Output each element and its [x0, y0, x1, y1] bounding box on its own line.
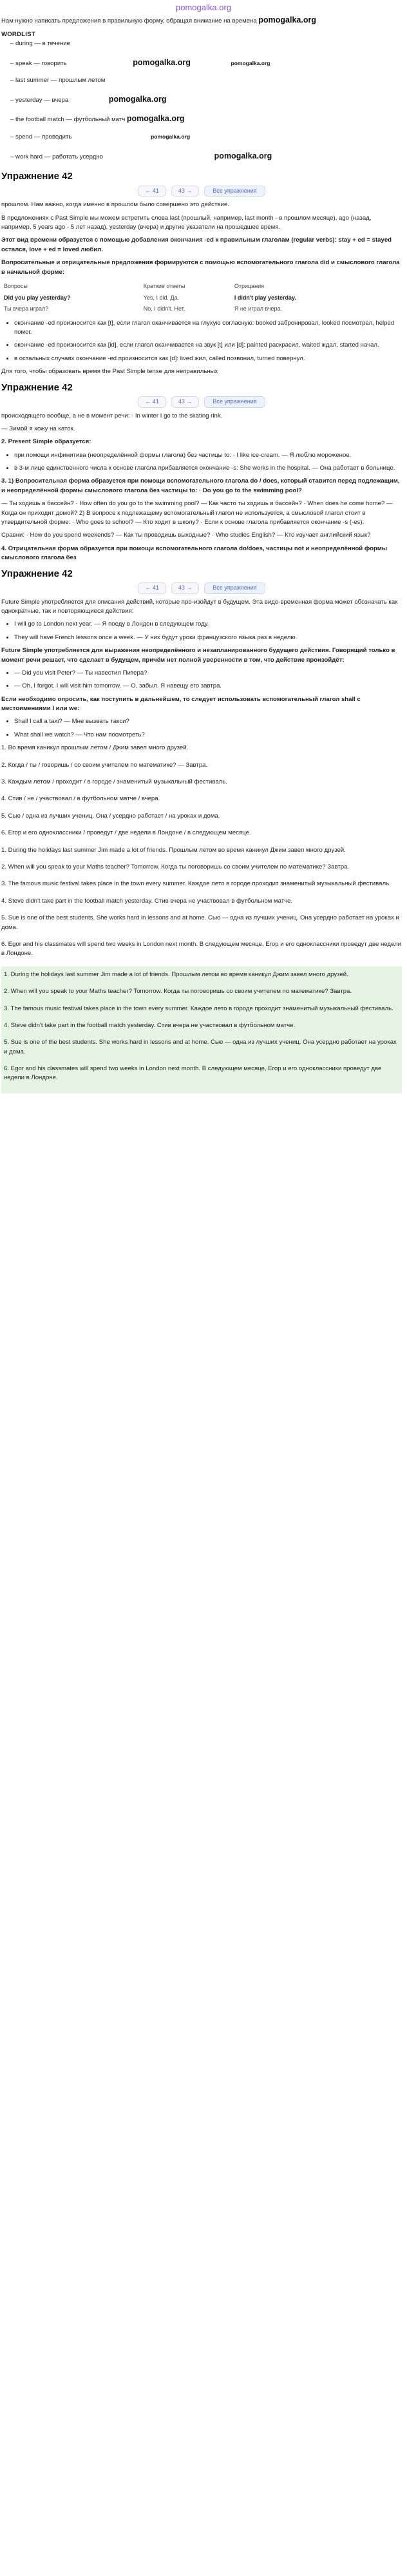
answers-block — [1, 846, 402, 959]
paragraph: Future Simple употребляется для выражения неопределённого и незапланированного будущего действия. Говорящий только в момент речи решает, что сделает в будущем, причём нет полной уверенности в том, что действие произойдёт: — [1, 647, 395, 664]
example-list — [1, 669, 402, 691]
list-item: • — Oh, I forgot. I will visit him tomorrow. — О, забыл. Я навещу его завтра. — [14, 682, 402, 691]
all-exercises-button[interactable]: Все упражнения — [204, 396, 265, 408]
list-item: • окончание -ed произносится как [id], если глагол оканчивается на звук [t] или [d]: painted раскрасил, waited ждал, started начал. — [14, 341, 402, 350]
wordlist-item: – the football match — футбольный матч pomogalka.org — [10, 113, 402, 125]
answer-item: 6. Egor and his classmates will spend two weeks in London next month. В следующем месяце, Егор и его одноклассники проведут две недели в Лондоне. — [1, 940, 401, 957]
list-item: • в 3-м лице единственного числа к основе глагола прибавляется окончание -s: She works in the hospital. — Она работает в больнице. — [14, 464, 402, 473]
answer-item: 5. Sue is one of the best students. She works hard in lessons and at home. Сью — одна из лучших учениц. Она усердно работает на уроках и дома. — [4, 1039, 397, 1055]
table-cell: Я не играл вчера. — [234, 305, 282, 312]
paragraph: Для того, чтобы образовать время the Past Simple tense для неправильных — [1, 368, 218, 376]
paragraph: Future Simple употребляется для описания действий, которые про-изойдут в будущем. Эта видо-временная форма может обозначать как однократные, так и повторяющиеся действия: — [1, 598, 398, 615]
wordlist-item: – during — в течение — [10, 39, 402, 48]
formation-list — [1, 451, 402, 474]
wordlist-item: – last summer — прошлым летом — [10, 76, 402, 85]
wordlist-item: – yesterday — вчера pomogalka.org — [10, 93, 402, 106]
paragraph: 4. Отрицательная форма образуется при помощи вспомогательного глагола do/does, частицы not и неопределённой формы смыслового глагола без — [1, 544, 388, 562]
paragraph: прошлом. Нам важно, когда именно в прошлом было совершено это действие. — [1, 201, 229, 209]
answer-item: 6. Egor and his classmates will spend two weeks in London next month. В следующем месяце, Егор и его одноклассники проведут две недели в Лондоне. — [4, 1065, 382, 1082]
watermark: pomogalka.org — [214, 151, 272, 160]
watermark: pomogalka.org — [126, 114, 185, 124]
questions-block — [1, 744, 402, 838]
list-item: • I will go to London next year. — Я поеду в Лондон в следующем году. — [14, 620, 402, 629]
answer-item: 5. Sue is one of the best students. She works hard in lessons and at home. Сью — одна из лучших учениц. Она усердно работает на уроках и дома. — [1, 914, 399, 931]
question-item: 5. Сью / одна из лучших учениц. Она / усердно работает / на уроках и дома. — [1, 812, 220, 820]
list-item: • They will have French lessons once a week. — У них будут уроки французского языка раз в неделю. — [14, 633, 402, 642]
next-exercise-button[interactable]: 43 → — [171, 582, 200, 594]
paragraph: В предложениях с Past Simple мы можем встретить слова last (прошлый, например, last month - в прошлом месяце), ago (назад, например, 5 years ago - 5 лет назад), yesterday (вчера) и другие указатели на прошедшее время. — [1, 214, 372, 231]
all-exercises-button[interactable]: Все упражнения — [204, 582, 265, 594]
site-logo[interactable]: pomogalka.org — [176, 3, 231, 12]
exercise-title: Упражнение 42 — [1, 568, 73, 579]
exercise-nav — [1, 582, 402, 594]
forms-table — [1, 281, 362, 315]
table-cell: Did you play yesterday? — [4, 294, 71, 301]
paragraph: — Зимой я хожу на каток. — [1, 425, 75, 432]
paragraph: Сравни: · How do you spend weekends? — Как ты проводишь выходные? · Who studies English? — Кто изучает английский язык? — [1, 532, 371, 539]
question-item: 1. Во время каникул прошлым летом / Джим завел много друзей. — [1, 744, 189, 752]
paragraph: 3. 1) Вопросительная форма образуется при помощи вспомогательного глагола do / does, который ставится перед подлежащим, и неопределённой формы смыслового глагола без частицы to: · Do you go to the swimming pool? — [1, 477, 400, 494]
page-content — [1, 14, 402, 1093]
answer-item: 4. Steve didn't take part in the football match yesterday. Стив вчера не участвовал в футбольном матче. — [4, 1021, 296, 1029]
wordlist-item: – work hard — работать усердно pomogalka.org — [10, 150, 402, 162]
wordlist — [1, 39, 402, 162]
answer-item: 2. When will you speak to your Maths teacher? Tomorrow. Когда ты поговоришь со своим учителем по математике? Завтра. — [4, 988, 352, 995]
question-item: 2. Когда / ты / говоришь / со своим учителем по математике? — Завтра. — [1, 761, 208, 769]
answer-item: 1. During the holidays last summer Jim made a lot of friends. Прошлым летом во время каникул Джим завел много друзей. — [1, 846, 346, 854]
list-item: • What shall we watch? — Что нам посмотреть? — [14, 731, 402, 740]
exercise-nav — [1, 186, 402, 197]
question-item: 3. Каждым летом / проходит / в городе / знаменитый музыкальный фестиваль. — [1, 778, 227, 786]
table-header: Краткие ответы — [143, 283, 185, 290]
question-item: 6. Егор и его одноклассники / проведут / две недели в Лондоне / в следующем месяце. — [1, 829, 251, 837]
list-item: • — Did you visit Peter? — Ты навестил Питера? — [14, 669, 402, 678]
pronunciation-rules — [1, 319, 402, 364]
watermark: pomogalka.org — [108, 94, 167, 104]
highlighted-answers-block — [1, 966, 402, 1093]
answer-item: 2. When will you speak to your Maths teacher? Tomorrow. Когда ты поговоришь со своим учителем по математике? Завтра. — [1, 863, 350, 870]
prev-exercise-button[interactable]: ← 41 — [138, 396, 166, 408]
intro-text: Нам нужно написать предложения в правильную форму, обращая внимание на времена pomogalka.org — [1, 14, 402, 26]
paragraph: Вопросительные и отрицательные предложения формируются с помощью вспомогательного глагола did и смыслового глагола в начальной форме: — [1, 259, 400, 276]
exercise-title: Упражнение 42 — [1, 381, 73, 393]
exercise-nav — [1, 396, 402, 408]
list-item: • Shall I call a taxi? — Мне вызвать такси? — [14, 717, 402, 726]
watermark-small: pomogalka.org — [151, 133, 191, 140]
table-row — [1, 303, 362, 315]
exercise-title: Упражнение 42 — [1, 171, 73, 182]
next-exercise-button[interactable]: 43 → — [171, 186, 200, 197]
watermark: pomogalka.org — [258, 15, 316, 24]
wordlist-title: WORDLIST — [1, 30, 35, 38]
example-list — [1, 717, 402, 740]
example-list — [1, 620, 402, 642]
table-row — [1, 293, 362, 304]
subheading: 2. Present Simple образуется: — [1, 438, 91, 446]
table-header-row — [1, 281, 362, 293]
list-item: • окончание -ed произносится как [t], если глагол оканчивается на глухую согласную: booked забронировал, looked посмотрел, helped помог. — [14, 319, 402, 338]
paragraph: Если необходимо опросить, как поступить в дальнейшем, то следует использовать вспомогательный глагол shall с местоимениями I или we: — [1, 695, 361, 713]
table-cell: Ты вчера играл? — [4, 305, 49, 312]
table-header: Отрицания — [234, 283, 265, 290]
table-cell: No, I didn't. Нет. — [143, 305, 185, 312]
table-cell: I didn't play yesterday. — [234, 294, 296, 301]
prev-exercise-button[interactable]: ← 41 — [138, 582, 166, 594]
paragraph: — Ты ходишь в бассейн? · How often do you go to the swimming pool? — Как часто ты ходишь в бассейн? · When does he come home? — Когда он приходит домой? 2) В вопросе к подлежащему вспомогательный глагол не используется, а смысловой глагол стоит в утвердительной форме: · Who goes to school? — Кто ходит в школу? · Если к основе глагола прибавляется окончание -s (-es): — [1, 500, 393, 526]
paragraph: Этот вид времени образуется с помощью добавления окончания -ed к правильным глаголам (regular verbs): stay + ed = stayed остался, love + ed = loved любил. — [1, 236, 392, 253]
wordlist-item: – speak — говорить pomogalka.org pomogalka.org — [10, 57, 402, 69]
watermark-small: pomogalka.org — [231, 59, 270, 66]
paragraph: происходящего вообще, а не в момент речи: · In winter I go to the skating rink. — [1, 412, 223, 419]
all-exercises-button[interactable]: Все упражнения — [204, 186, 265, 197]
answer-item: 3. The famous music festival takes place in the town every summer. Каждое лето в городе проходит знаменитый музыкальный фестиваль. — [4, 1004, 393, 1012]
next-exercise-button[interactable]: 43 → — [171, 396, 200, 408]
list-item: • в остальных случаях окончание -ed произносится как [d]: lived жил, called позвонил, turned повернул. — [14, 354, 402, 363]
table-cell: Yes, I did. Да. — [143, 294, 180, 301]
answer-item: 3. The famous music festival takes place in the town every summer. Каждое лето в городе проходит знаменитый музыкальный фестиваль. — [1, 880, 391, 888]
question-item: 4. Стив / не / участвовал / в футбольном матче / вчера. — [1, 795, 160, 803]
wordlist-item: – spend — проводить pomogalka.org — [10, 133, 402, 142]
prev-exercise-button[interactable]: ← 41 — [138, 186, 166, 197]
table-header: Вопросы — [4, 283, 28, 290]
watermark: pomogalka.org — [133, 57, 191, 67]
list-item: • при помощи инфинитива (неопределённой формы глагола) без частицы to: · I like ice-cream. — Я люблю мороженое. — [14, 451, 402, 460]
answer-item: 1. During the holidays last summer Jim made a lot of friends. Прошлым летом во время каникул Джим завел много друзей. — [4, 970, 348, 978]
answer-item: 4. Steve didn't take part in the football match yesterday. Стив вчера не участвовал в футбольном матче. — [1, 897, 293, 905]
